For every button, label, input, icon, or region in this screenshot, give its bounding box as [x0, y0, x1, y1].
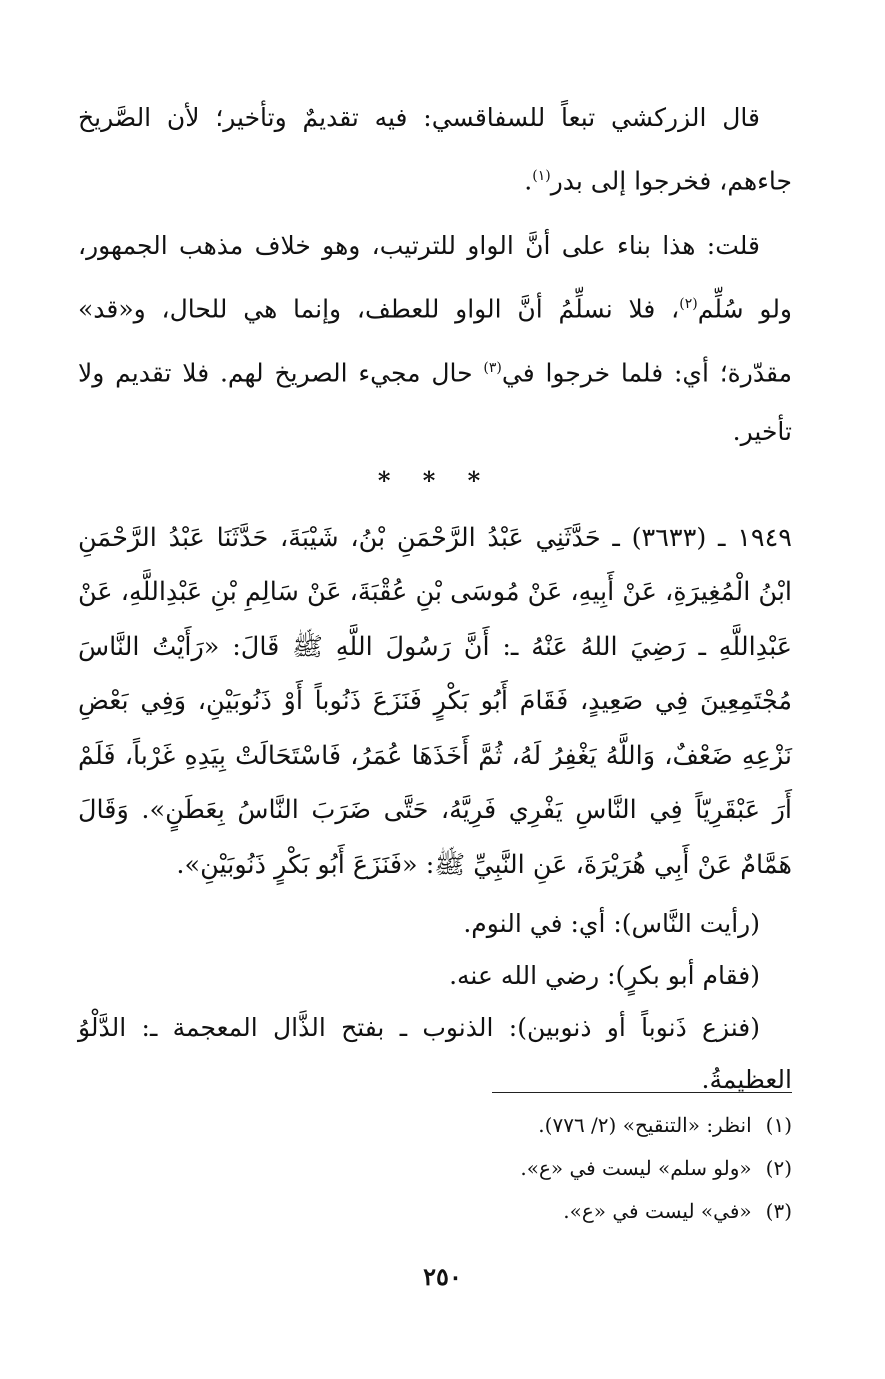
- footnote-text: «في» ليست في «ع».: [563, 1199, 752, 1223]
- paragraph-text: قال الزركشي تبعاً للسفاقسي: فيه تقديمٌ وتأخير؛ لأن الصَّريخ جاءهم، فخرجوا إلى بدر: [78, 103, 792, 196]
- footnote-ref[interactable]: (٢): [679, 296, 698, 313]
- hadith-text: [78, 511, 792, 893]
- commentary-line-1: (رأيت النَّاس): أي: في النوم.: [463, 909, 760, 939]
- footnote-1: [392, 1104, 792, 1147]
- footnote-ref[interactable]: (١): [532, 168, 551, 184]
- paragraph-text: قلت: هذا بناء على أنَّ الواو للترتيب، وهو خلاف مذهب الجمهور، ولو سُلِّم: [78, 231, 793, 324]
- page-body: [78, 88, 792, 1106]
- paragraph-end: .: [524, 166, 533, 196]
- page-number: ٢٥٠: [423, 1262, 462, 1291]
- commentary-line-3: (فنزع ذَنوباً أو ذنوبين): الذنوب ـ بفتح الذَّال المعجمة ـ: الدَّلْوُ العظيمةُ.: [78, 1013, 792, 1095]
- footnote-number: (٢): [765, 1156, 792, 1180]
- hadith-body: ـ حَدَّثَنِي عَبْدُ الرَّحْمَنِ بْنُ، شَيْبَةَ، حَدَّثَنَا عَبْدُ الرَّحْمَنِ ابْنُ الْمُغِيرَةِ، عَنْ أَبِيهِ، عَنْ مُوسَى بْنِ عُقْبَةَ، عَنْ سَالِمِ بْنِ عَبْدِاللَّهِ، عَنْ عَبْدِاللَّهِ ـ رَضِيَ اللهُ عَنْهُ ـ: أَنَّ رَسُولَ اللَّهِ ﷺ قَالَ: «رَأَيْتُ النَّاسَ مُجْتَمِعِينَ فِي صَعِيدٍ، فَقَامَ أَبُو بَكْرٍ فَنَزَعَ ذَنُوباً أَوْ ذَنُوبَيْنِ، وَفِي بَعْضِ نَزْعِهِ ضَعْفٌ، وَاللَّهُ يَغْفِرُ لَهُ، ثُمَّ أَخَذَهَا عُمَرُ، فَاسْتَحَالَتْ بِيَدِهِ غَرْباً، فَلَمْ أَرَ عَبْقَرِيّاً فِي النَّاسِ يَفْرِي فَرِيَّهُ، حَتَّى ضَرَبَ النَّاسُ بِعَطَنٍ». وَقَالَ هَمَّامٌ عَنْ أَبِي هُرَيْرَةَ، عَنِ النَّبِيِّ ﷺ: «فَنَزَعَ أَبُو بَكْرٍ ذَنُوبَيْنِ».: [78, 522, 792, 880]
- hadith-number: ١٩٤٩ ـ (٣٦٣٣): [631, 522, 792, 553]
- section-separator: * * *: [377, 465, 493, 495]
- footnote-text: «ولو سلم» ليست في «ع».: [520, 1156, 752, 1180]
- footnotes: [392, 1104, 792, 1233]
- paragraph-text: ، فلا نسلِّمُ أنَّ الواو للعطف، وإنما هي للحال، و«قد» مقدّرة؛ أي: فلما خرجوا في: [78, 294, 792, 387]
- paragraph-text: حال مجيء الصريخ لهم. فلا تقديم ولا تأخير.: [78, 357, 792, 446]
- footnote-number: (١): [765, 1113, 792, 1137]
- footnote-divider: [492, 1092, 792, 1093]
- footnote-ref[interactable]: (٣): [483, 359, 502, 376]
- footnote-3: [392, 1190, 792, 1233]
- commentary-line-2: (فقام أبو بكرٍ): رضي الله عنه.: [449, 961, 760, 991]
- footnote-text: انظر: «التنقيح» (٢/ ٧٧٦).: [538, 1113, 752, 1137]
- footnote-number: (٣): [765, 1199, 792, 1223]
- paragraph-qultu: [78, 216, 792, 461]
- footnote-2: [392, 1147, 792, 1190]
- paragraph-zarkashi: [78, 88, 792, 210]
